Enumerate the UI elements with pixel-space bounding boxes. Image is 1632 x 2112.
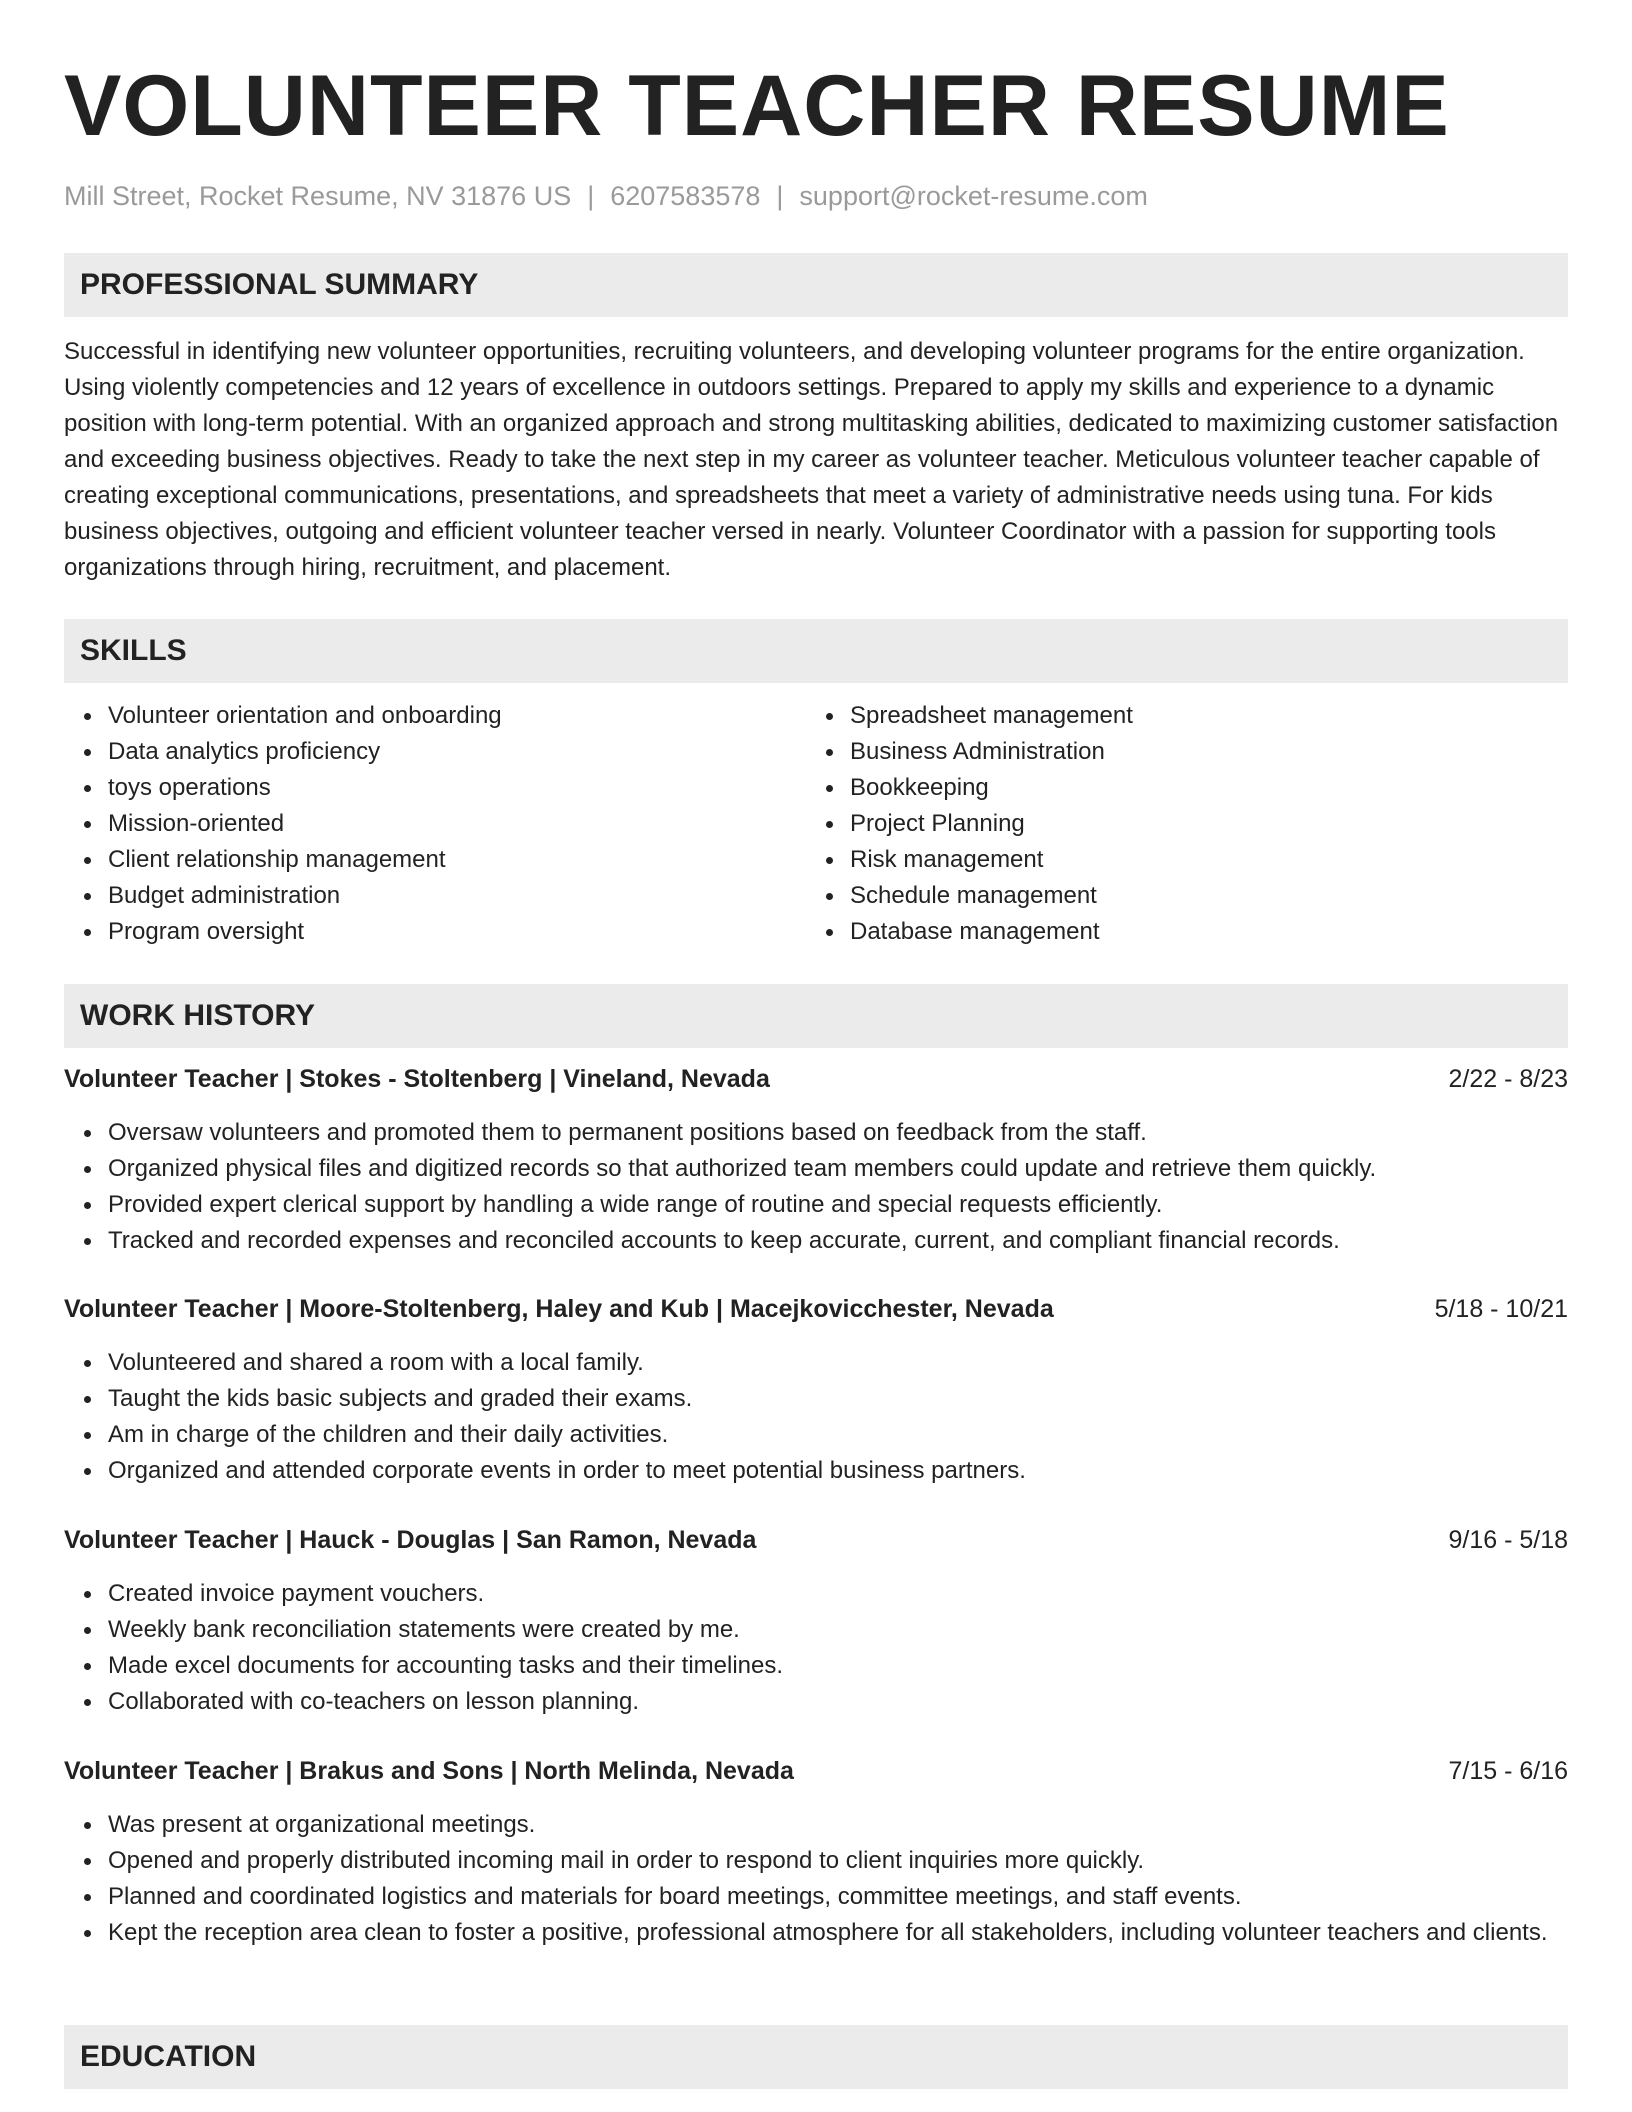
job-heading (64, 1061, 1568, 1097)
job-entry (64, 1291, 1568, 1489)
job-bullets (64, 1345, 1568, 1489)
job-heading (64, 1291, 1568, 1327)
contact-line (64, 178, 1568, 214)
skill-item: Budget administration (108, 878, 806, 914)
section-header-skills: SKILLS (64, 619, 1568, 683)
contact-email: support@rocket-resume.com (799, 181, 1148, 211)
skill-item: Bookkeeping (850, 770, 1548, 806)
skill-item: Client relationship management (108, 842, 806, 878)
job-bullets (64, 1115, 1568, 1259)
contact-address: Mill Street, Rocket Resume, NV 31876 US (64, 181, 572, 211)
skill-item: Project Planning (850, 806, 1548, 842)
job-bullet: Organized and attended corporate events in order to meet potential business partners. (108, 1453, 1568, 1489)
job-bullet: Collaborated with co-teachers on lesson planning. (108, 1684, 1568, 1720)
skill-item: Program oversight (108, 914, 806, 950)
job-bullets (64, 1576, 1568, 1720)
job-bullet: Volunteered and shared a room with a local family. (108, 1345, 1568, 1381)
job-dates: 7/15 - 6/16 (1448, 1757, 1568, 1785)
skill-item: Risk management (850, 842, 1548, 878)
job-bullet: Made excel documents for accounting tasks and their timelines. (108, 1648, 1568, 1684)
job-bullet: Tracked and recorded expenses and reconciled accounts to keep accurate, current, and compliant financial records. (108, 1223, 1568, 1259)
skill-item: Volunteer orientation and onboarding (108, 698, 806, 734)
skills-column-left (64, 698, 806, 950)
job-title: Volunteer Teacher | Stokes - Stoltenberg | Vineland, Nevada (64, 1065, 770, 1093)
job-bullet: Taught the kids basic subjects and graded their exams. (108, 1381, 1568, 1417)
job-bullet: Was present at organizational meetings. (108, 1807, 1568, 1843)
skill-item: Spreadsheet management (850, 698, 1548, 734)
summary-text: Successful in identifying new volunteer opportunities, recruiting volunteers, and developing volunteer programs for the entire organization. Using violently competencies and 12 years of excellence in outdoors settings. Prepared to apply my skills and experience to a dynamic position with long-term potential. With an organized approach and strong multitasking abilities, dedicated to maximizing customer satisfaction and exceeding business objectives. Ready to take the next step in my career as volunteer teacher. Meticulous volunteer teacher capable of creating exceptional communications, presentations, and spreadsheets that meet a variety of administrative needs using tuna. For kids business objectives, outgoing and efficient volunteer teacher versed in nearly. Volunteer Coordinator with a passion for supporting tools organizations through hiring, recruitment, and placement. (64, 338, 1559, 581)
section-header-work-history: WORK HISTORY (64, 984, 1568, 1048)
job-bullets (64, 1807, 1568, 1951)
job-entry (64, 1061, 1568, 1259)
skill-item: Database management (850, 914, 1548, 950)
job-bullet: Opened and properly distributed incoming mail in order to respond to client inquiries more quickly. (108, 1843, 1568, 1879)
skill-item: Schedule management (850, 878, 1548, 914)
job-bullet: Am in charge of the children and their daily activities. (108, 1417, 1568, 1453)
contact-separator: | (587, 181, 595, 211)
contact-phone: 6207583578 (610, 181, 761, 211)
job-dates: 9/16 - 5/18 (1448, 1526, 1568, 1554)
job-dates: 5/18 - 10/21 (1434, 1295, 1568, 1323)
skill-item: Mission-oriented (108, 806, 806, 842)
job-bullet: Organized physical files and digitized records so that authorized team members could update and retrieve them quickly. (108, 1151, 1568, 1187)
job-heading (64, 1522, 1568, 1558)
job-bullet: Provided expert clerical support by handling a wide range of routine and special requests efficiently. (108, 1187, 1568, 1223)
job-dates: 2/22 - 8/23 (1448, 1065, 1568, 1093)
skills-list (64, 698, 1568, 950)
resume-page (64, 0, 1568, 2073)
skill-item: Business Administration (850, 734, 1548, 770)
resume-title: VOLUNTEER TEACHER RESUME (64, 58, 1450, 154)
section-header-education: EDUCATION (64, 2025, 1568, 2089)
job-bullet: Oversaw volunteers and promoted them to permanent positions based on feedback from the staff. (108, 1115, 1568, 1151)
job-bullet: Planned and coordinated logistics and materials for board meetings, committee meetings, and staff events. (108, 1879, 1568, 1915)
skills-column-right (806, 698, 1548, 950)
section-header-summary: PROFESSIONAL SUMMARY (64, 253, 1568, 317)
job-title: Volunteer Teacher | Hauck - Douglas | San Ramon, Nevada (64, 1526, 757, 1554)
contact-separator: | (776, 181, 784, 211)
job-bullet: Created invoice payment vouchers. (108, 1576, 1568, 1612)
job-title: Volunteer Teacher | Moore-Stoltenberg, Haley and Kub | Macejkovicchester, Nevada (64, 1295, 1054, 1323)
skill-item: Data analytics proficiency (108, 734, 806, 770)
job-title: Volunteer Teacher | Brakus and Sons | North Melinda, Nevada (64, 1757, 794, 1785)
job-entry (64, 1753, 1568, 1951)
job-bullet: Kept the reception area clean to foster a positive, professional atmosphere for all stakeholders, including volunteer teachers and clients. (108, 1915, 1568, 1951)
skill-item: toys operations (108, 770, 806, 806)
job-heading (64, 1753, 1568, 1789)
job-bullet: Weekly bank reconciliation statements were created by me. (108, 1612, 1568, 1648)
job-entry (64, 1522, 1568, 1720)
